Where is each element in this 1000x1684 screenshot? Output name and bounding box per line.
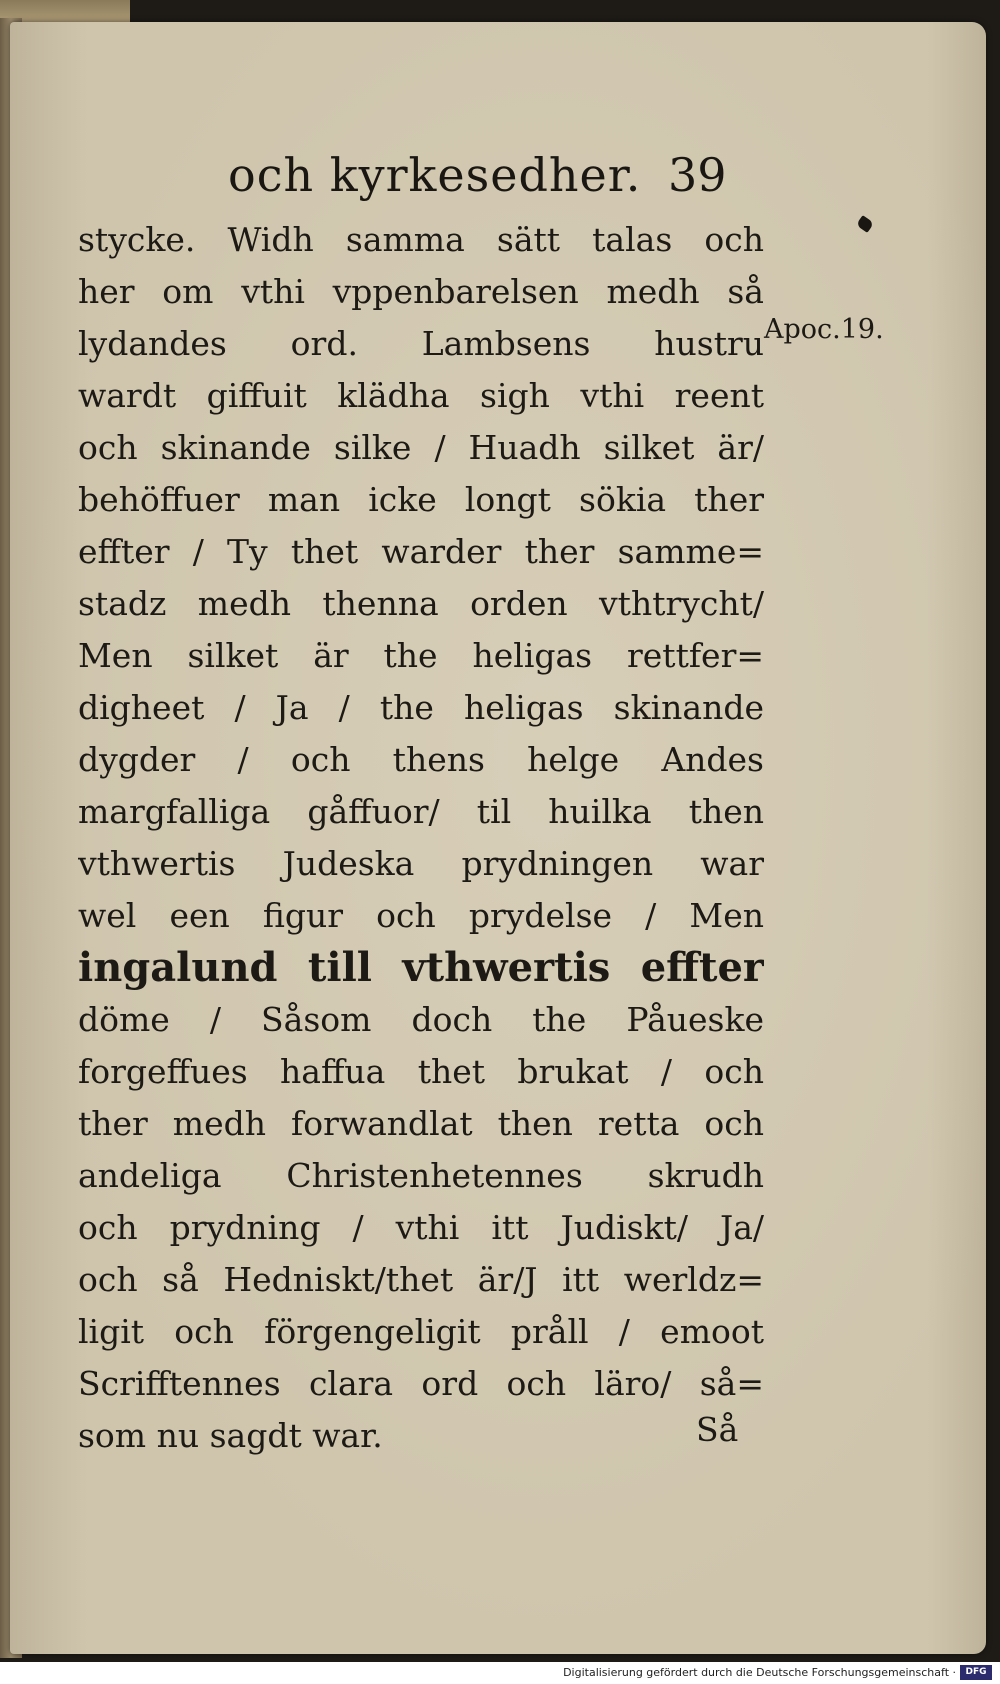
text-line: och skinande silke / Huadh silket är/ [78, 428, 764, 467]
text-line: ther medh forwandlat then retta och [78, 1104, 764, 1143]
text-line: lydandes ord. Lambsens hustru [78, 324, 764, 363]
text-line: vthwertis Judeska prydningen war [78, 844, 764, 883]
text-line: wel een figur och prydelse / Men [78, 896, 764, 935]
ink-blot [856, 215, 874, 233]
text-line: stycke. Widh samma sätt talas och [78, 220, 764, 259]
page-number: 39 [668, 148, 727, 202]
text-line: ligit och förgengeligit pråll / emoot [78, 1312, 764, 1351]
margin-note: Apoc.19. [764, 314, 884, 345]
book-page [10, 22, 986, 1654]
text-line-emphasis: ingalund till vthwertis effter [78, 944, 764, 991]
text-line: och prydning / vthi itt Judiskt/ Ja/ [78, 1208, 764, 1247]
page-header [10, 140, 986, 210]
text-line: döme / Såsom doch the Påueske [78, 1000, 764, 1039]
text-line: dygder / och thens helge Andes [78, 740, 764, 779]
text-line: wardt giffuit klädha sigh vthi reent [78, 376, 764, 415]
text-line: margfalliga gåffuor/ til huilka then [78, 792, 764, 831]
text-line: stadz medh thenna orden vthtrycht/ [78, 584, 764, 623]
text-line: Scrifftennes clara ord och läro/ så= [78, 1364, 764, 1403]
catchword: Så [696, 1410, 739, 1449]
text-line: Men silket är the heligas rettfer= [78, 636, 764, 675]
body-text [78, 214, 764, 1462]
text-line: digheet / Ja / the heligas skinande [78, 688, 764, 727]
text-line: her om vthi vppenbarelsen medh så [78, 272, 764, 311]
dfg-logo: DFG [960, 1665, 992, 1680]
funding-credit: Digitalisierung gefördert durch die Deutsche Forschungsgemeinschaft · [563, 1666, 956, 1679]
text-line: andeliga Christenhetennes skrudh [78, 1156, 764, 1195]
text-line: forgeffues haffua thet brukat / och [78, 1052, 764, 1091]
text-line: effter / Ty thet warder ther samme= [78, 532, 764, 571]
digitization-footer [0, 1662, 1000, 1684]
text-line: och så Hedniskt/thet är/J itt werldz= [78, 1260, 764, 1299]
text-line: behöffuer man icke longt sökia ther [78, 480, 764, 519]
running-head: och kyrkesedher. [228, 148, 642, 202]
text-line-last: som nu sagdt war. [78, 1416, 383, 1455]
